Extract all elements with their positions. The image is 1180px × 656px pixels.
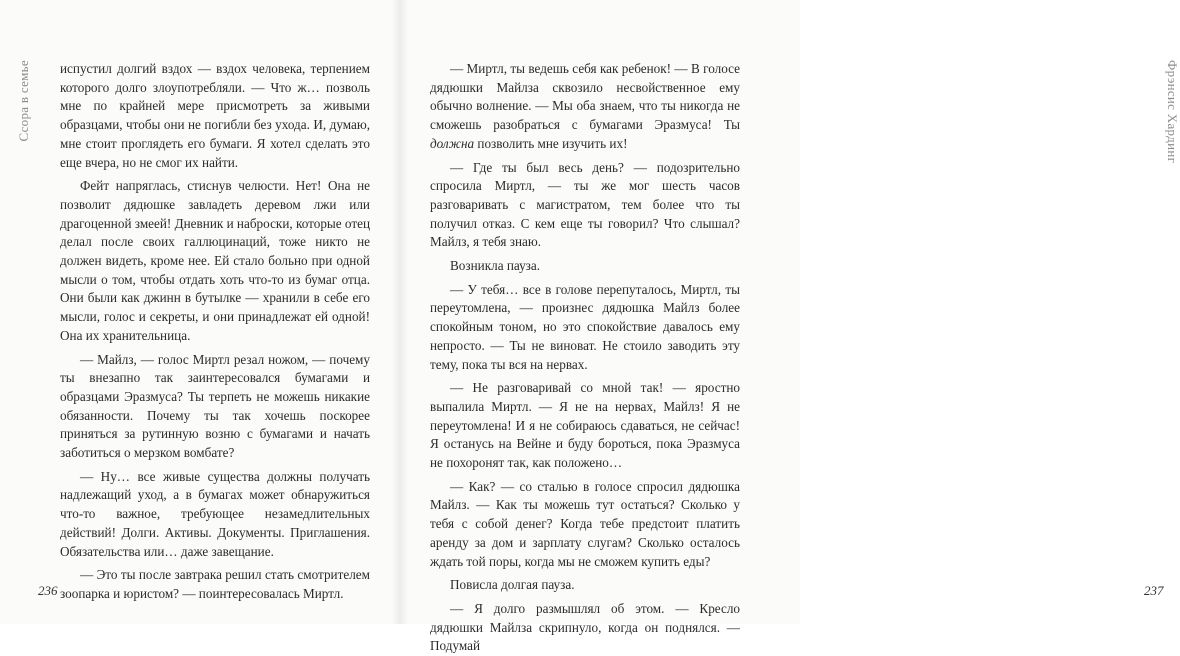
- page-number-left: 236: [38, 583, 58, 598]
- paragraph-text: — Миртл, ты ведешь себя как ребенок! — В голосе дядюшки Майлза сквозило несвойственное ему обычно волнение. — Мы оба знаем, что ты никогда не сможешь разобраться с бумагами Эразмуса! Ты: [430, 61, 740, 133]
- book-gutter: [392, 0, 408, 624]
- paragraph: — Где ты был весь день? — подозрительно спросила Миртл, — ты же мог шесть часов разговаривать с магистратом, тем более что ты получил отказ. С кем еще ты говорил? Что слышал? Майлз, я тебя знаю.: [430, 159, 740, 250]
- paragraph: — Это ты после завтрака решил стать смотрителем зоопарка и юристом? — поинтересовалась Миртл.: [60, 567, 370, 601]
- right-page-text: [430, 60, 740, 656]
- paragraph: — Не разговаривай со мной так! — яростно выпалила Миртл. — Я не на нервах, Майлз! Я не переутомлена! И я не собираюсь сдаваться, не сейчас! Я останусь на Вейне и буду бороться, пока Эразмуса не похоронят так, как положено…: [430, 380, 740, 471]
- running-head-left: Ссора в семье: [16, 60, 31, 142]
- paragraph: — Ну… все живые существа должны получать надлежащий уход, а в бумагах может обнаружиться что-то важное, требующее незамедлительных действий! Долги. Активы. Документы. Приглашения. Обязательства или… даже завещание.: [60, 468, 370, 559]
- paragraph: — Как? — со сталью в голосе спросил дядюшка Майлз. — Как ты можешь тут остаться? Сколько у тебя с собой денег? Когда тебе предстоит платить аренду за дом и зарплату слугам? Сколько осталось ждать той поры, когда мы не сможем купить еды?: [430, 478, 740, 569]
- paragraph: — Майлз, — голос Миртл резал ножом, — почему ты внезапно так заинтересовался бумагами и образцами Эразмуса? Ты терпеть не можешь никакие обязанности. Почему ты так хочешь поскорее приняться за рутинную возню с бумагами и начать заботиться о мерзком вомбате?: [60, 351, 370, 461]
- paragraph: Повисла долгая пауза.: [450, 577, 575, 593]
- paragraph: — Я долго размышлял об этом. — Кресло дядюшки Майлза скрипнуло, когда он поднялся. — Подумай: [430, 600, 740, 654]
- paragraph: [430, 60, 740, 154]
- paragraph-text: позволить мне изучить их!: [474, 135, 628, 151]
- emphasis: должна: [430, 135, 475, 151]
- page-number-right: 237: [1144, 583, 1164, 598]
- left-page-text: [60, 60, 370, 604]
- running-head-right: Фрэнсис Хардинг: [1165, 60, 1180, 164]
- paragraph: испустил долгий вздох — вздох человека, терпением которого долго злоупотребляли. — Что ж… позволь мне по крайней мере присмотреть за живыми образцами, чтобы они не погибли без ухода. И, думаю, мне стоит проглядеть его бумаги. Я хотел сделать это еще вчера, но не смог их найти.: [60, 61, 370, 170]
- paragraph: — У тебя… все в голове перепуталось, Миртл, ты переутомлена, — произнес дядюшка Майлз более спокойным тоном, но это спокойствие давалось ему непросто. — Ты не виноват. Не стоило заводить эту тему, пока ты вся на нервах.: [430, 281, 740, 372]
- paragraph: Возникла пауза.: [450, 258, 541, 274]
- paragraph: Фейт напряглась, стиснув челюсти. Нет! Она не позволит дядюшке завладеть деревом лжи или драгоценной змеей! Дневник и наброски, которые отец делал после своих галлюцинаций, тоже никто не должен видеть, кроме нее. Ей стало больно при одной мысли о том, чтобы отдать хоть что-то из бумаг отца. Они были как джинн в бутылке — хранили в себе его мысли, голос и секреты, и они принадлежат ей одной! Она их хранительница.: [60, 178, 371, 343]
